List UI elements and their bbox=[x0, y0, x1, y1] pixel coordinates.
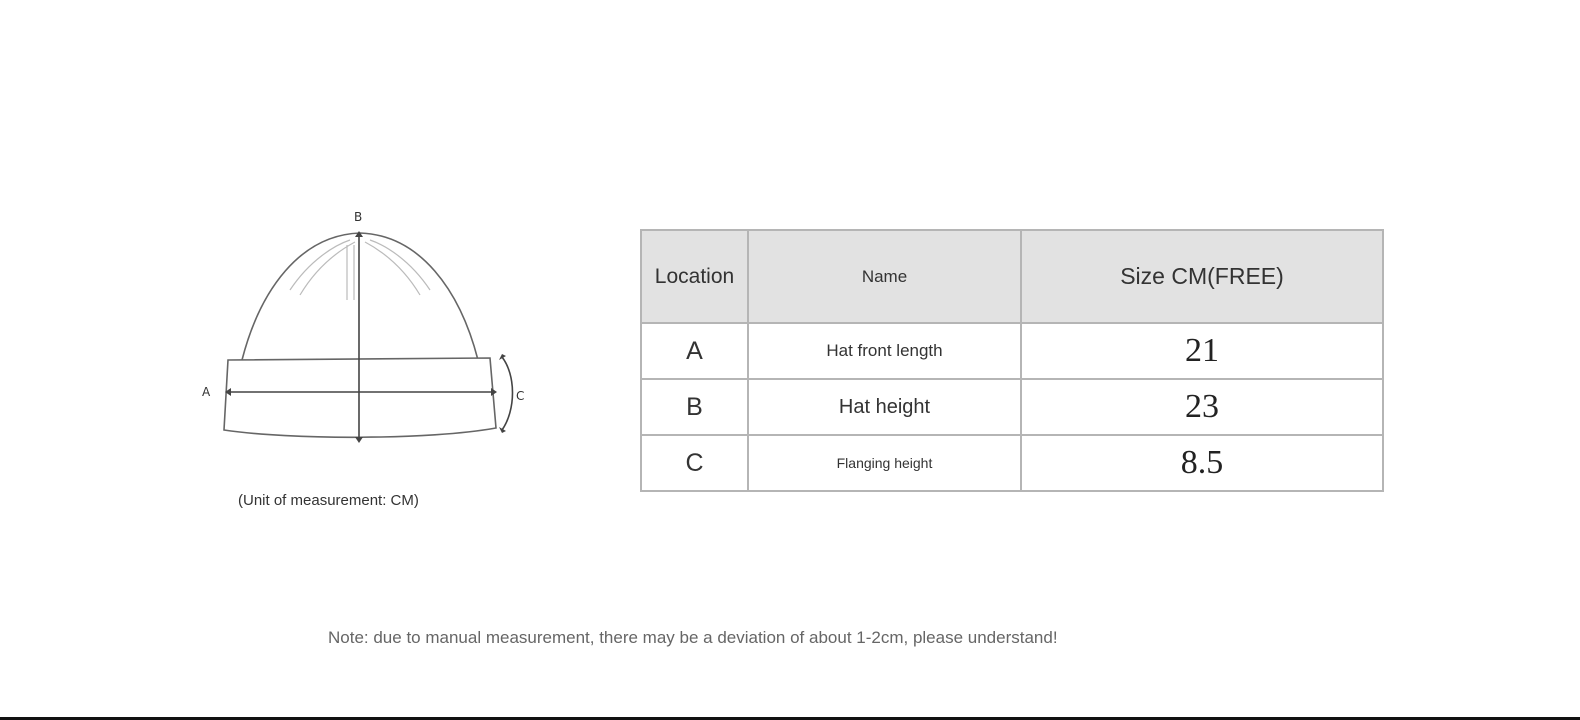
label-b: B bbox=[354, 210, 363, 224]
measurement-deviation-note: Note: due to manual measurement, there may be a deviation of about 1-2cm, please understand! bbox=[328, 628, 1058, 647]
header-location: Location bbox=[641, 230, 748, 323]
hat-crown-outline bbox=[242, 233, 478, 360]
hat-measurement-diagram bbox=[190, 200, 550, 460]
table-header-row bbox=[641, 230, 1383, 323]
row-location: C bbox=[641, 435, 748, 491]
table-row bbox=[641, 435, 1383, 491]
row-name: Flanging height bbox=[748, 435, 1021, 491]
header-name: Name bbox=[748, 230, 1021, 323]
row-name: Hat front length bbox=[748, 323, 1021, 379]
table-row bbox=[641, 379, 1383, 435]
label-a: A bbox=[202, 385, 211, 399]
row-size: 8.5 bbox=[1021, 435, 1383, 491]
label-c: C bbox=[516, 389, 525, 403]
unit-note: (Unit of measurement: CM) bbox=[238, 492, 419, 509]
table-row bbox=[641, 323, 1383, 379]
row-size: 21 bbox=[1021, 323, 1383, 379]
size-table bbox=[640, 229, 1384, 492]
row-size: 23 bbox=[1021, 379, 1383, 435]
row-name: Hat height bbox=[748, 379, 1021, 435]
row-location: B bbox=[641, 379, 748, 435]
measure-c-line bbox=[502, 357, 513, 430]
hat-brim-outline bbox=[224, 358, 496, 437]
beanie-drawing bbox=[190, 200, 550, 460]
header-size: Size CM(FREE) bbox=[1021, 230, 1383, 323]
row-location: A bbox=[641, 323, 748, 379]
